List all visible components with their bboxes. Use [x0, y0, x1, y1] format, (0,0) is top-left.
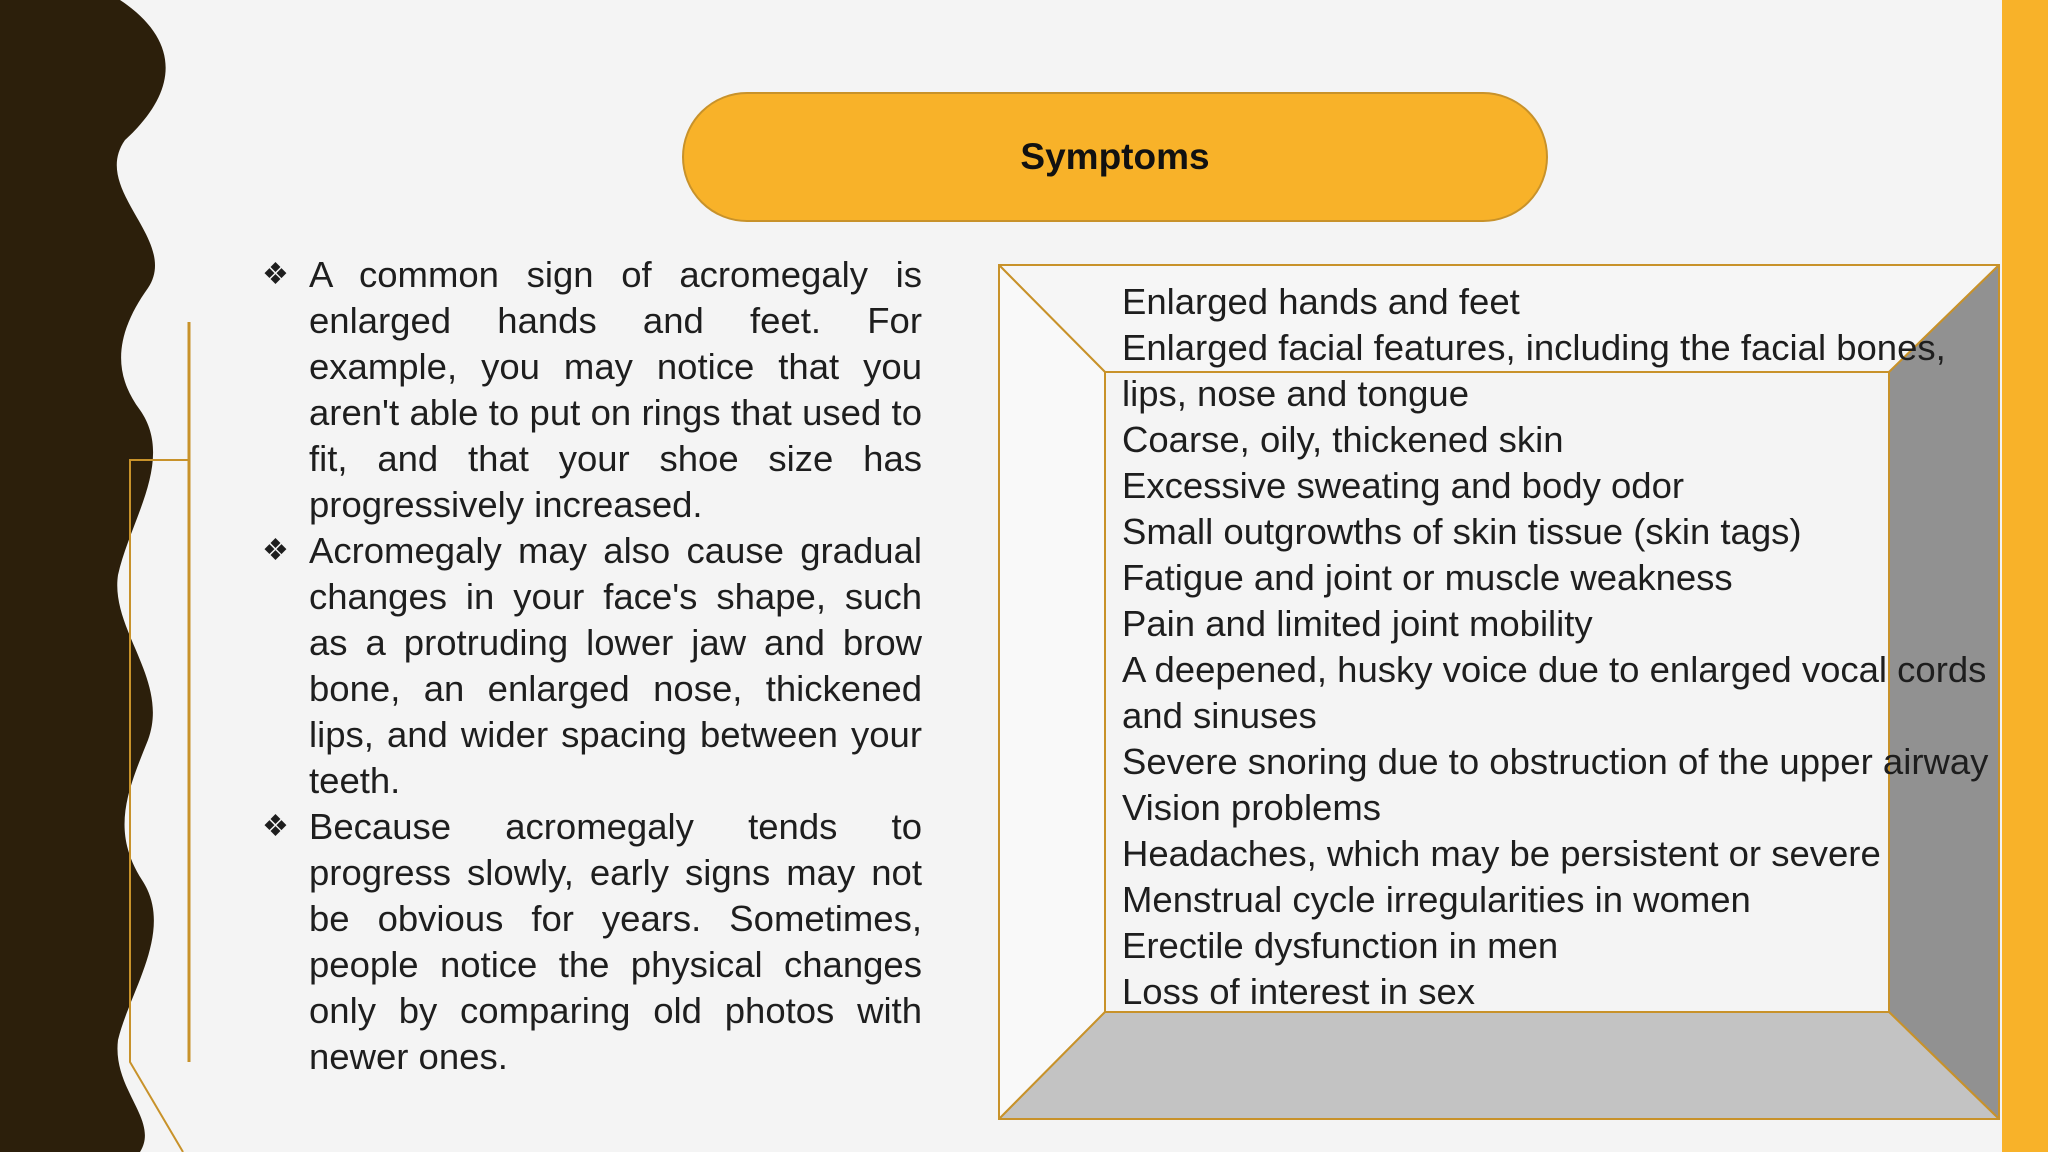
- symptom-list: [1122, 279, 2002, 1015]
- bevel-bottom-face: [999, 1012, 1999, 1119]
- bullet-item: [262, 528, 922, 804]
- list-item: Coarse, oily, thickened skin: [1122, 419, 1564, 460]
- diamond-bullet-icon: ❖: [262, 810, 289, 843]
- bevel-left-face: [999, 265, 1105, 1119]
- list-item: Menstrual cycle irregularities in women: [1122, 879, 1751, 920]
- list-item: Fatigue and joint or muscle weakness: [1122, 557, 1733, 598]
- diamond-bullet-icon: ❖: [262, 534, 289, 567]
- bullet-item: [262, 252, 922, 528]
- right-accent-strip: [2002, 0, 2048, 1152]
- list-item: Headaches, which may be persistent or severe: [1122, 833, 1881, 874]
- left-wave-decoration: [0, 0, 200, 1152]
- list-item: Loss of interest in sex: [1122, 971, 1476, 1012]
- list-item: Severe snoring due to obstruction of the upper airway: [1122, 741, 1989, 782]
- bullet-text: Because acromegaly tends to progress slowly, early signs may not be obvious for years. Sometimes, people notice the physical changes only by comparing old photos with newer ones.: [309, 806, 922, 1077]
- bullet-text: A common sign of acromegaly is enlarged hands and feet. For example, you may notice that you aren't able to put on rings that used to fit, and that your shoe size has progressively increased.: [309, 254, 922, 525]
- list-item: A deepened, husky voice due to enlarged vocal cords and sinuses: [1122, 649, 1987, 736]
- slide-title: Symptoms: [1020, 136, 1210, 177]
- bullet-text: Acromegaly may also cause gradual changes in your face's shape, such as a protruding lower jaw and brow bone, an enlarged nose, thickened lips, and wider spacing between your teeth.: [309, 530, 922, 801]
- list-item: Enlarged hands and feet: [1122, 281, 1520, 322]
- bullet-item: [262, 804, 922, 1080]
- gold-corner-line: [130, 460, 189, 1152]
- title-banner: [682, 92, 1548, 222]
- list-item: Vision problems: [1122, 787, 1382, 828]
- list-item: Erectile dysfunction in men: [1122, 925, 1559, 966]
- list-item: Small outgrowths of skin tissue (skin tags): [1122, 511, 1802, 552]
- bullet-list: [262, 252, 922, 1080]
- list-item: Pain and limited joint mobility: [1122, 603, 1593, 644]
- diamond-bullet-icon: ❖: [262, 258, 289, 291]
- list-item: Excessive sweating and body odor: [1122, 465, 1685, 506]
- dark-wave-band: [0, 0, 166, 1152]
- list-item: Enlarged facial features, including the facial bones, lips, nose and tongue: [1122, 327, 1946, 414]
